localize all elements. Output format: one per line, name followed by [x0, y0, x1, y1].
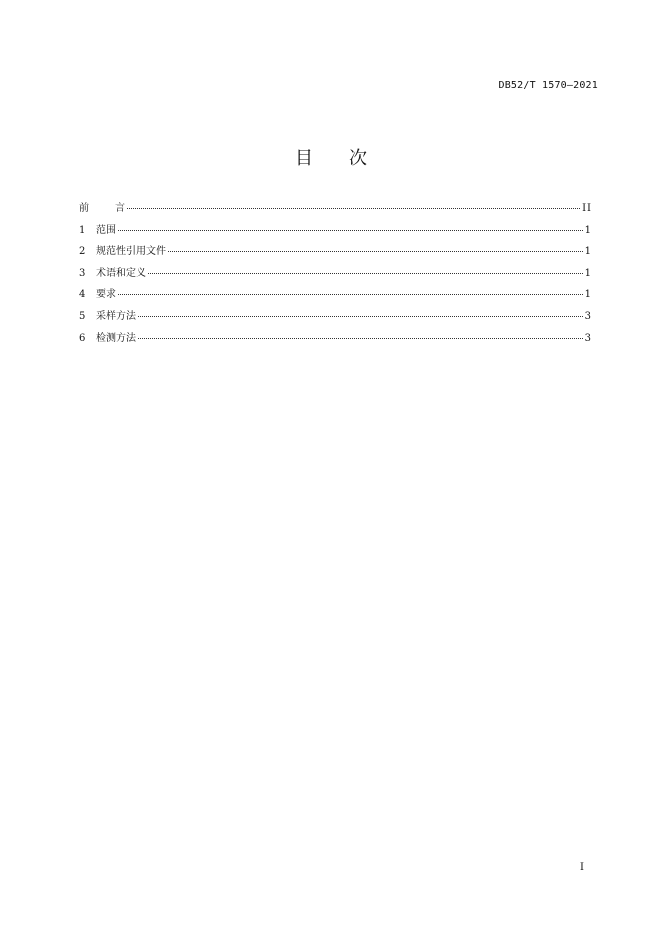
- toc-title-char-2: 次: [349, 148, 367, 169]
- toc-leader-dots: [148, 273, 583, 274]
- toc-entry-foreword[interactable]: [79, 199, 592, 221]
- toc-entry-page: 3: [584, 332, 592, 344]
- toc-entry-number: 1: [79, 224, 86, 236]
- page-number: I: [580, 862, 584, 873]
- toc-entry-label: 要求: [96, 289, 116, 301]
- toc-entry-label: 术语和定义: [96, 267, 146, 279]
- toc-entry-label: 前言: [79, 203, 151, 214]
- toc-entry-page: 1: [584, 267, 592, 279]
- toc-entry-number: 2: [79, 246, 86, 258]
- toc-entry-label: 采样方法: [96, 310, 136, 322]
- toc-entry-terms-definitions[interactable]: [79, 264, 592, 286]
- toc-entry-number: 6: [79, 332, 86, 344]
- table-of-contents: [79, 199, 592, 350]
- toc-entry-sampling-methods[interactable]: [79, 307, 592, 329]
- toc-leader-dots: [138, 316, 583, 317]
- toc-entry-page: II: [582, 203, 592, 214]
- toc-entry-requirements[interactable]: [79, 285, 592, 307]
- document-code: DB52/T 1570—2021: [498, 80, 598, 91]
- toc-entry-page: 1: [584, 289, 592, 301]
- toc-entry-normative-references[interactable]: [79, 242, 592, 264]
- toc-entry-scope[interactable]: [79, 221, 592, 243]
- toc-entry-testing-methods[interactable]: [79, 329, 592, 351]
- toc-entry-number: 5: [79, 310, 86, 322]
- toc-title: [0, 144, 662, 170]
- toc-leader-dots: [127, 208, 580, 209]
- toc-leader-dots: [118, 230, 583, 231]
- toc-entry-label: 范围: [96, 224, 116, 236]
- toc-entry-label: 检测方法: [96, 332, 136, 344]
- toc-leader-dots: [168, 251, 583, 252]
- toc-entry-number: 3: [79, 267, 86, 279]
- toc-entry-number: 4: [79, 289, 86, 301]
- toc-entry-label: 规范性引用文件: [96, 246, 166, 258]
- toc-leader-dots: [138, 338, 583, 339]
- toc-entry-page: 1: [584, 224, 592, 236]
- toc-entry-page: 1: [584, 246, 592, 258]
- toc-title-char-1: 目: [295, 148, 313, 169]
- toc-leader-dots: [118, 294, 583, 295]
- toc-entry-page: 3: [584, 310, 592, 322]
